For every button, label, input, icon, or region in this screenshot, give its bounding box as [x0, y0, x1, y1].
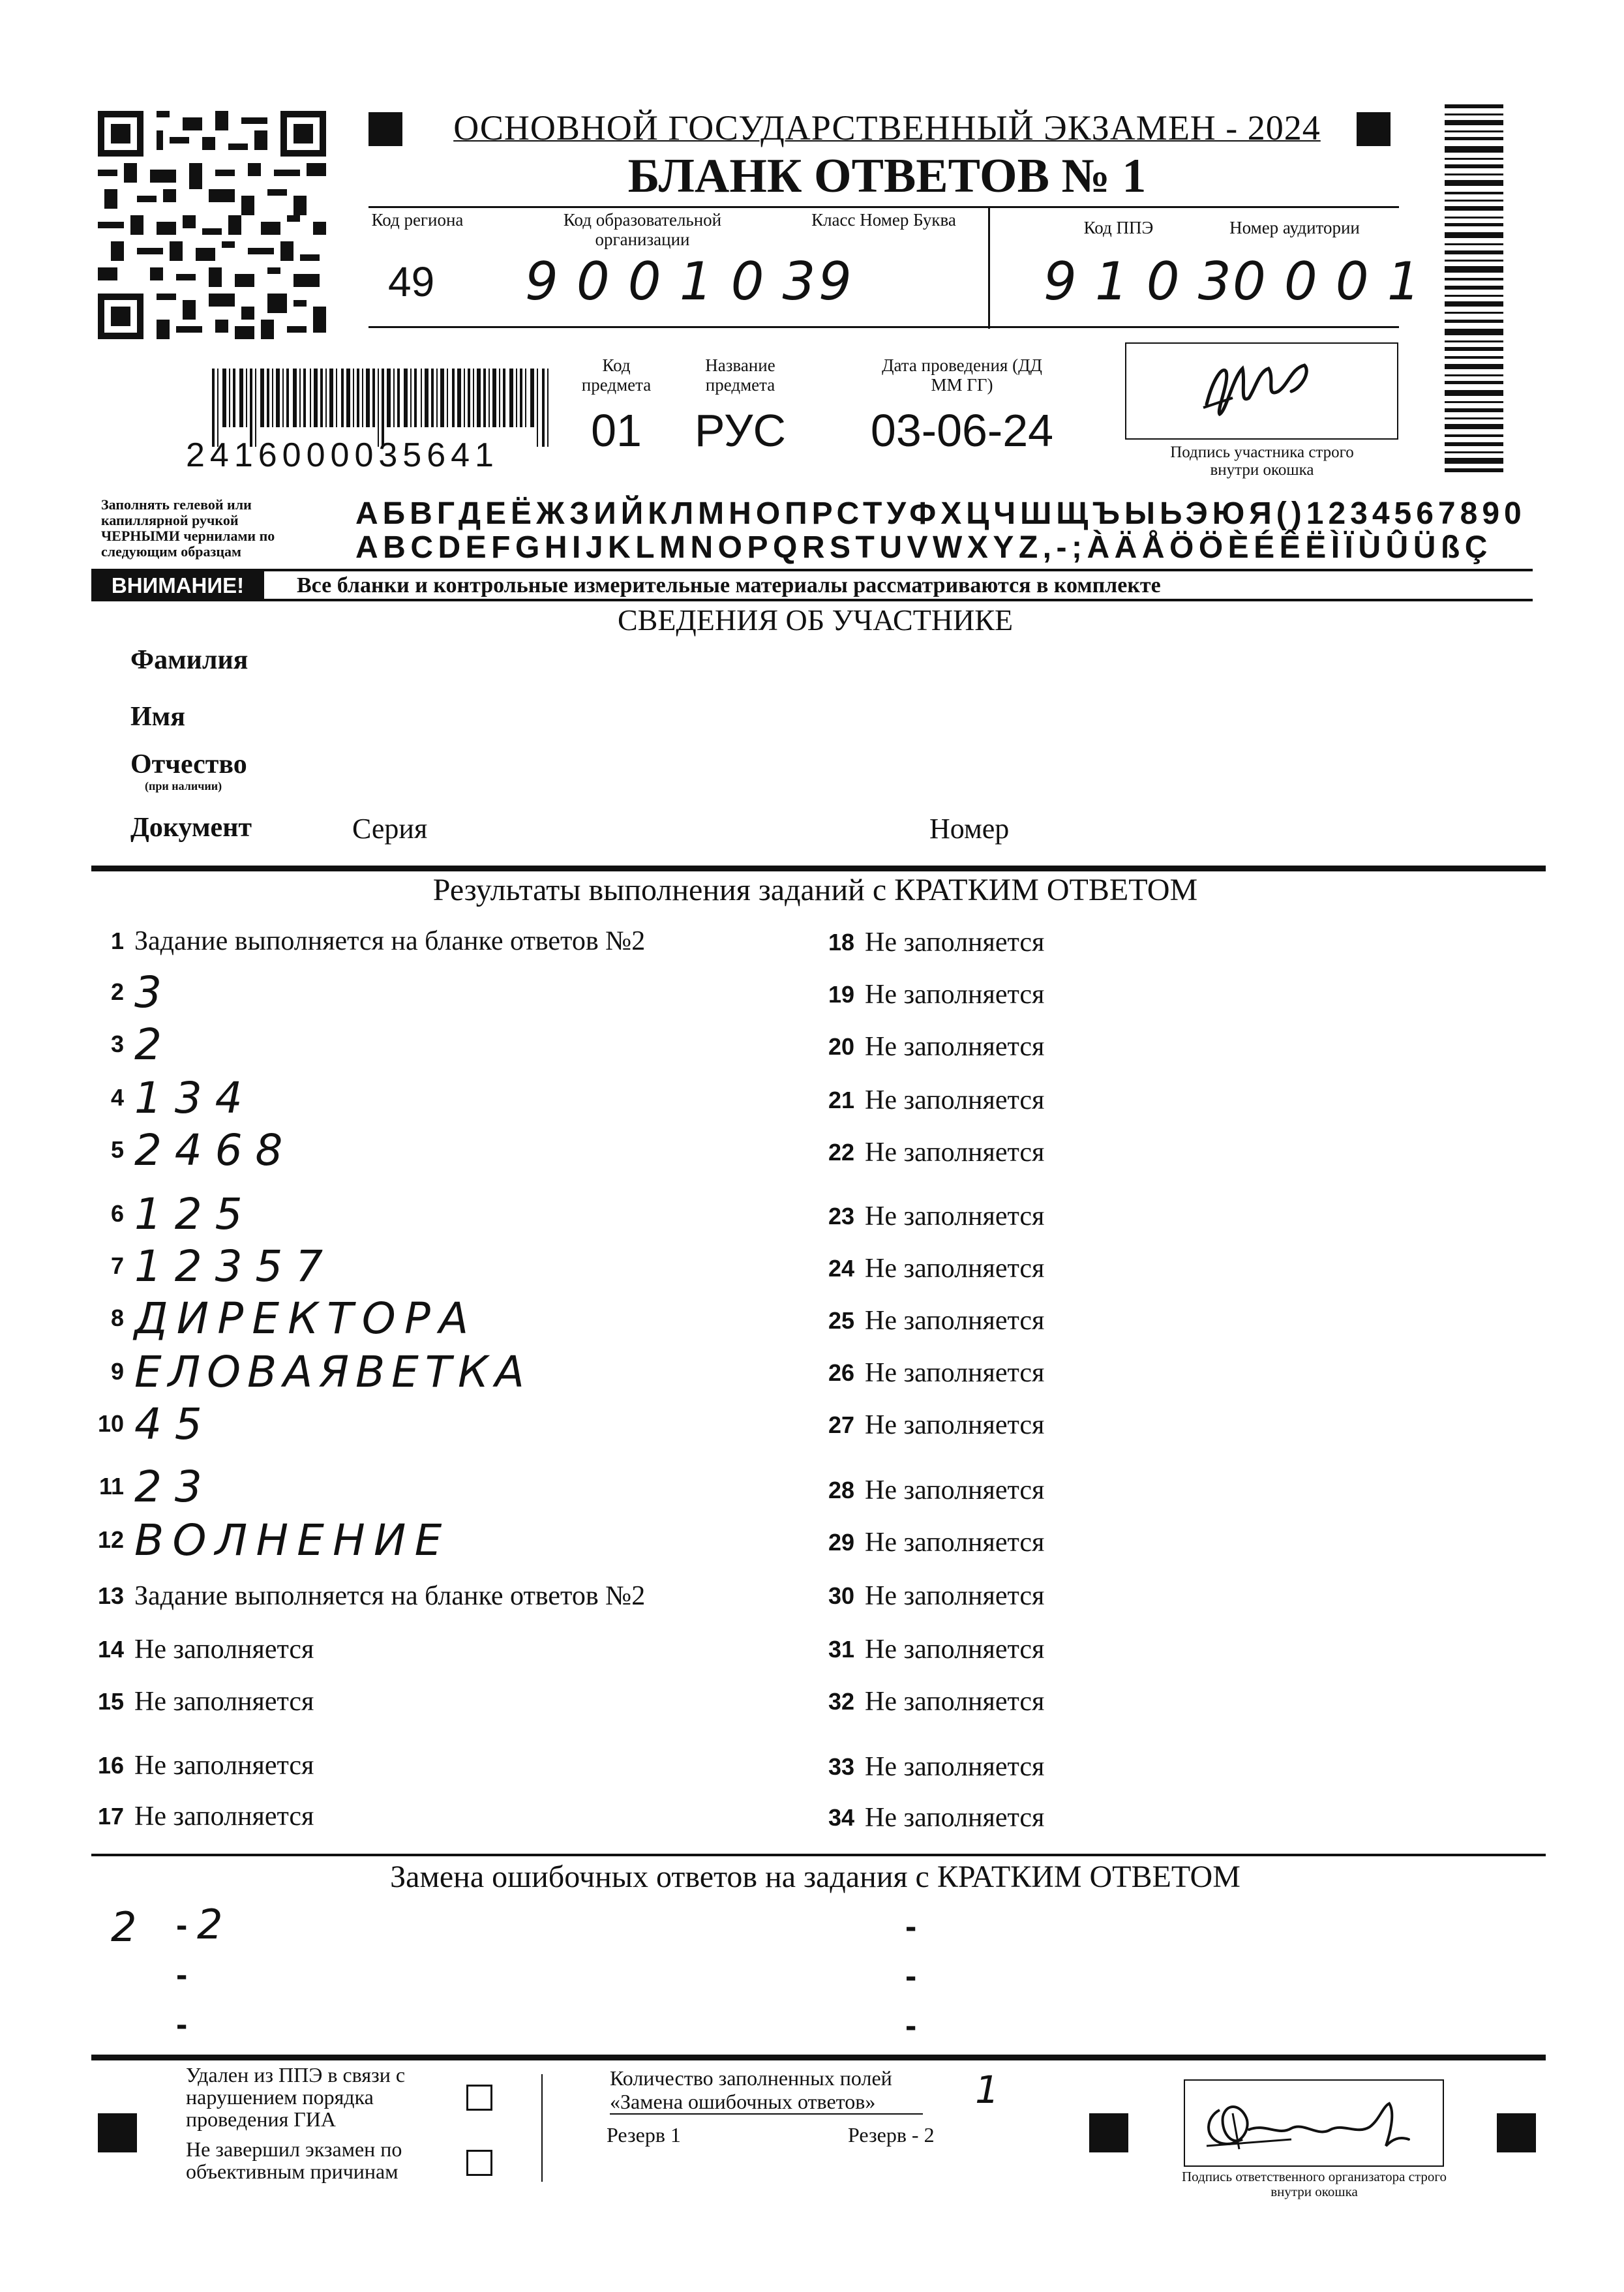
- task-answer[interactable]: 125: [134, 1188, 256, 1239]
- task-note: Задание выполняется на бланке ответов №2: [134, 1581, 646, 1611]
- task-note: Не заполняется: [134, 1802, 314, 1832]
- task-note: Не заполняется: [865, 1254, 1045, 1284]
- task-note: Не заполняется: [865, 1635, 1045, 1665]
- participant-signature-caption: Подпись участника строго внутри окошка: [1170, 444, 1354, 479]
- task-row-22: [815, 1130, 1044, 1175]
- task-note: Не заполняется: [134, 1751, 314, 1781]
- task-answer[interactable]: ДИРЕКТОРА: [134, 1293, 477, 1344]
- subject-code-label: Код предмета: [581, 355, 652, 395]
- warning-text: Все бланки и контрольные измерительные материалы рассматриваются в комплекте: [297, 573, 1161, 597]
- task-number: 13: [97, 1582, 124, 1609]
- replacement-task-value[interactable]: 2: [197, 1901, 237, 1948]
- task-answer[interactable]: ЕЛОВАЯВЕТКА: [134, 1346, 531, 1397]
- task-row-13: [85, 1573, 645, 1619]
- task-row-1: [85, 918, 645, 964]
- number-label: Номер: [929, 813, 1010, 845]
- task-note: Не заполняется: [865, 1803, 1045, 1833]
- task-row-14: [85, 1627, 314, 1672]
- task-number: 19: [828, 981, 854, 1008]
- task-number: 8: [110, 1304, 124, 1331]
- task-row-10[interactable]: [85, 1398, 215, 1449]
- task-number: 17: [97, 1803, 124, 1830]
- task-note: Не заполняется: [134, 1635, 314, 1665]
- subject-code-value[interactable]: 01: [591, 405, 642, 456]
- task-number: 9: [110, 1358, 124, 1385]
- room-label: Номер аудитории: [1229, 218, 1360, 237]
- count-label: Количество заполненных полей «Замена ошибочных ответов»: [610, 2066, 892, 2113]
- task-number: 4: [110, 1084, 124, 1111]
- task-note: Не заполняется: [865, 1085, 1045, 1115]
- reserve-2: Резерв - 2: [848, 2123, 935, 2147]
- task-number: 5: [110, 1136, 124, 1163]
- organizer-signature: [1194, 2084, 1435, 2159]
- count-rule: [610, 2113, 923, 2115]
- replacement-section-title: Замена ошибочных ответов на задания с КРАТКИМ ОТВЕТОМ: [390, 1860, 1241, 1894]
- task-row-2[interactable]: [85, 967, 175, 1018]
- task-row-19: [815, 972, 1044, 1018]
- task-row-26: [815, 1350, 1044, 1396]
- task-number: 33: [828, 1753, 854, 1780]
- task-row-24: [815, 1246, 1044, 1291]
- task-number: 24: [828, 1255, 854, 1282]
- task-note: Не заполняется: [865, 1475, 1045, 1505]
- form-barcode: [212, 369, 551, 447]
- results-section-title: Результаты выполнения заданий с КРАТКИМ ОТВЕТОМ: [432, 873, 1198, 907]
- name-label: Имя: [130, 702, 185, 732]
- sample-row-latin: ABCDEFGHIJKLMNOPQRSTUVWXYZ,-;ÀÄÅÖÖÈÉÊËÌÏÙÛÜßÇ: [355, 530, 1492, 565]
- series-label: Серия: [352, 813, 428, 845]
- results-top-rule: [91, 866, 1546, 871]
- patronymic-note: (при наличии): [145, 779, 222, 792]
- org-value[interactable]: 900103: [525, 251, 834, 312]
- replacement-top-rule: [91, 1854, 1546, 1856]
- region-value[interactable]: 49: [388, 258, 435, 305]
- task-note: Не заполняется: [865, 1358, 1045, 1388]
- barcode-number: 2416000035641: [186, 436, 499, 474]
- task-number: 25: [828, 1307, 854, 1334]
- corner-marker-bottom-right: [1497, 2113, 1536, 2152]
- task-row-28: [815, 1468, 1044, 1513]
- task-number: 3: [110, 1031, 124, 1057]
- task-row-3[interactable]: [85, 1019, 175, 1070]
- subject-name-value[interactable]: РУС: [694, 405, 787, 456]
- corner-marker-top-left: [368, 112, 402, 146]
- task-row-33: [815, 1744, 1044, 1790]
- task-number: 30: [828, 1582, 854, 1609]
- task-row-17: [85, 1794, 314, 1839]
- task-number: 11: [98, 1473, 124, 1500]
- warning-bottom-rule: [91, 599, 1533, 601]
- side-barcode: [1445, 104, 1503, 473]
- replacement-dash-2: -: [176, 1956, 188, 1994]
- qr-code: [98, 111, 326, 339]
- task-row-16: [85, 1743, 314, 1788]
- task-number: 10: [97, 1410, 124, 1437]
- task-number: 26: [828, 1359, 854, 1386]
- task-answer[interactable]: ВОЛНЕНИЕ: [134, 1515, 451, 1565]
- task-number: 32: [828, 1688, 854, 1715]
- task-answer[interactable]: 12357: [134, 1241, 336, 1291]
- header-top-rule: [368, 206, 1399, 208]
- date-value[interactable]: 03-06-24: [870, 405, 1054, 456]
- form-title: БЛАНК ОТВЕТОВ № 1: [627, 149, 1147, 203]
- task-row-11[interactable]: [85, 1461, 215, 1512]
- task-answer[interactable]: 23: [134, 1461, 215, 1512]
- task-row-4[interactable]: [85, 1072, 256, 1123]
- task-number: 34: [828, 1804, 854, 1831]
- task-answer[interactable]: 3: [134, 967, 175, 1018]
- task-answer[interactable]: 2468: [134, 1124, 296, 1175]
- count-value[interactable]: 1: [975, 2068, 1013, 2112]
- task-row-29: [815, 1520, 1044, 1565]
- document-label: Документ: [130, 813, 252, 843]
- removed-checkbox[interactable]: [466, 2085, 492, 2111]
- patronymic-label: Отчество: [130, 749, 247, 779]
- replacement-dash-1: -: [176, 1907, 188, 1944]
- task-row-18: [815, 920, 1044, 965]
- task-note: Не заполняется: [865, 1138, 1045, 1168]
- task-row-25: [815, 1298, 1044, 1344]
- task-row-32: [815, 1679, 1044, 1725]
- task-number: 7: [110, 1252, 124, 1279]
- task-note: Не заполняется: [134, 1687, 314, 1717]
- task-number: 16: [97, 1752, 124, 1779]
- task-note: Не заполняется: [865, 1687, 1045, 1717]
- participant-signature: [1194, 352, 1324, 424]
- task-row-27: [815, 1402, 1044, 1448]
- task-row-15: [85, 1679, 314, 1725]
- date-label: Дата проведения (ДД ММ ГГ): [882, 355, 1042, 395]
- org-label: Код образовательной организации: [563, 210, 722, 249]
- organizer-signature-caption: Подпись ответственного организатора строго внутри окошка: [1181, 2169, 1447, 2199]
- corner-marker-top-right: [1357, 112, 1391, 146]
- warning-badge: ВНИМАНИЕ!: [91, 571, 264, 600]
- task-number: 15: [97, 1688, 124, 1715]
- ppe-label: Код ППЭ: [1083, 218, 1154, 237]
- ppe-value[interactable]: 9103: [1044, 251, 1250, 312]
- task-number: 12: [97, 1526, 124, 1553]
- task-number: 1: [110, 927, 124, 954]
- participant-section-title: СВЕДЕНИЯ ОБ УЧАСТНИКЕ: [617, 603, 1014, 637]
- task-number: 20: [828, 1033, 854, 1060]
- task-number: 14: [97, 1636, 124, 1663]
- task-row-31: [815, 1627, 1044, 1672]
- replacement-dash-4: -: [905, 1908, 917, 1946]
- task-number: 29: [828, 1529, 854, 1556]
- removed-label: Удален из ППЭ в связи с нарушением порядка проведения ГИА: [186, 2063, 406, 2131]
- replacement-dash-5: -: [905, 1957, 917, 1995]
- exam-title: ОСНОВНОЙ ГОСУДАРСТВЕННЫЙ ЭКЗАМЕН - 2024: [453, 108, 1321, 147]
- corner-marker-bottom-mid: [1089, 2113, 1128, 2152]
- task-answer[interactable]: 2: [134, 1019, 175, 1070]
- task-note: Не заполняется: [865, 980, 1045, 1010]
- task-number: 18: [828, 929, 854, 956]
- task-row-9[interactable]: [85, 1346, 531, 1397]
- class-label: Класс Номер Буква: [811, 210, 956, 230]
- surname-label: Фамилия: [130, 645, 248, 675]
- sample-instruction: Заполнять гелевой или капиллярной ручкой ЧЕРНЫМИ чернилами по следующим образцам: [101, 496, 275, 560]
- header-bottom-rule: [368, 326, 1399, 328]
- task-row-21: [815, 1078, 1044, 1123]
- task-row-8[interactable]: [85, 1293, 477, 1344]
- task-note: Не заполняется: [865, 1581, 1045, 1611]
- task-number: 27: [828, 1411, 854, 1438]
- task-note: Не заполняется: [865, 1752, 1045, 1782]
- reserve-1: Резерв 1: [607, 2123, 681, 2147]
- region-label: Код региона: [371, 210, 464, 230]
- room-value[interactable]: 0001: [1233, 251, 1439, 312]
- footer-divider: [541, 2074, 543, 2182]
- task-number: 6: [110, 1200, 124, 1227]
- replacement-dash-6: -: [905, 2007, 917, 2045]
- task-row-6[interactable]: [85, 1188, 256, 1239]
- task-note: Не заполняется: [865, 1528, 1045, 1558]
- task-answer[interactable]: 45: [134, 1398, 215, 1449]
- task-number: 31: [828, 1636, 854, 1663]
- replacement-task-number[interactable]: 2: [111, 1903, 151, 1951]
- task-number: 2: [110, 978, 124, 1005]
- task-row-30: [815, 1573, 1044, 1619]
- class-value[interactable]: 9: [819, 251, 870, 312]
- sample-row-cyrillic: АБВГДЕЁЖЗИЙКЛМНОПРСТУФХЦЧШЩЪЫЬЭЮЯ()1234567890: [355, 496, 1526, 531]
- task-note: Не заполняется: [865, 1201, 1045, 1231]
- task-row-12[interactable]: [85, 1517, 451, 1563]
- footer-top-rule: [91, 2055, 1546, 2060]
- task-number: 23: [828, 1203, 854, 1229]
- task-answer[interactable]: 134: [134, 1072, 256, 1123]
- task-row-20: [815, 1024, 1044, 1070]
- task-note: Не заполняется: [865, 1410, 1045, 1440]
- task-row-7[interactable]: [85, 1243, 336, 1289]
- subject-name-label: Название предмета: [705, 355, 775, 395]
- task-note: Не заполняется: [865, 1306, 1045, 1336]
- task-number: 28: [828, 1477, 854, 1503]
- not-finished-checkbox[interactable]: [466, 2150, 492, 2176]
- task-number: 21: [828, 1087, 854, 1113]
- task-note: Не заполняется: [865, 1032, 1045, 1062]
- task-note: Не заполняется: [865, 927, 1045, 958]
- task-note: Задание выполняется на бланке ответов №2: [134, 926, 646, 956]
- replacement-dash-3: -: [176, 2006, 188, 2043]
- not-finished-label: Не завершил экзамен по объективным причинам: [186, 2137, 402, 2183]
- task-row-34: [815, 1795, 1044, 1841]
- task-row-5[interactable]: [85, 1124, 296, 1175]
- task-number: 22: [828, 1139, 854, 1166]
- task-row-23: [815, 1194, 1044, 1239]
- header-divider: [988, 206, 990, 329]
- corner-marker-bottom-left: [98, 2113, 137, 2152]
